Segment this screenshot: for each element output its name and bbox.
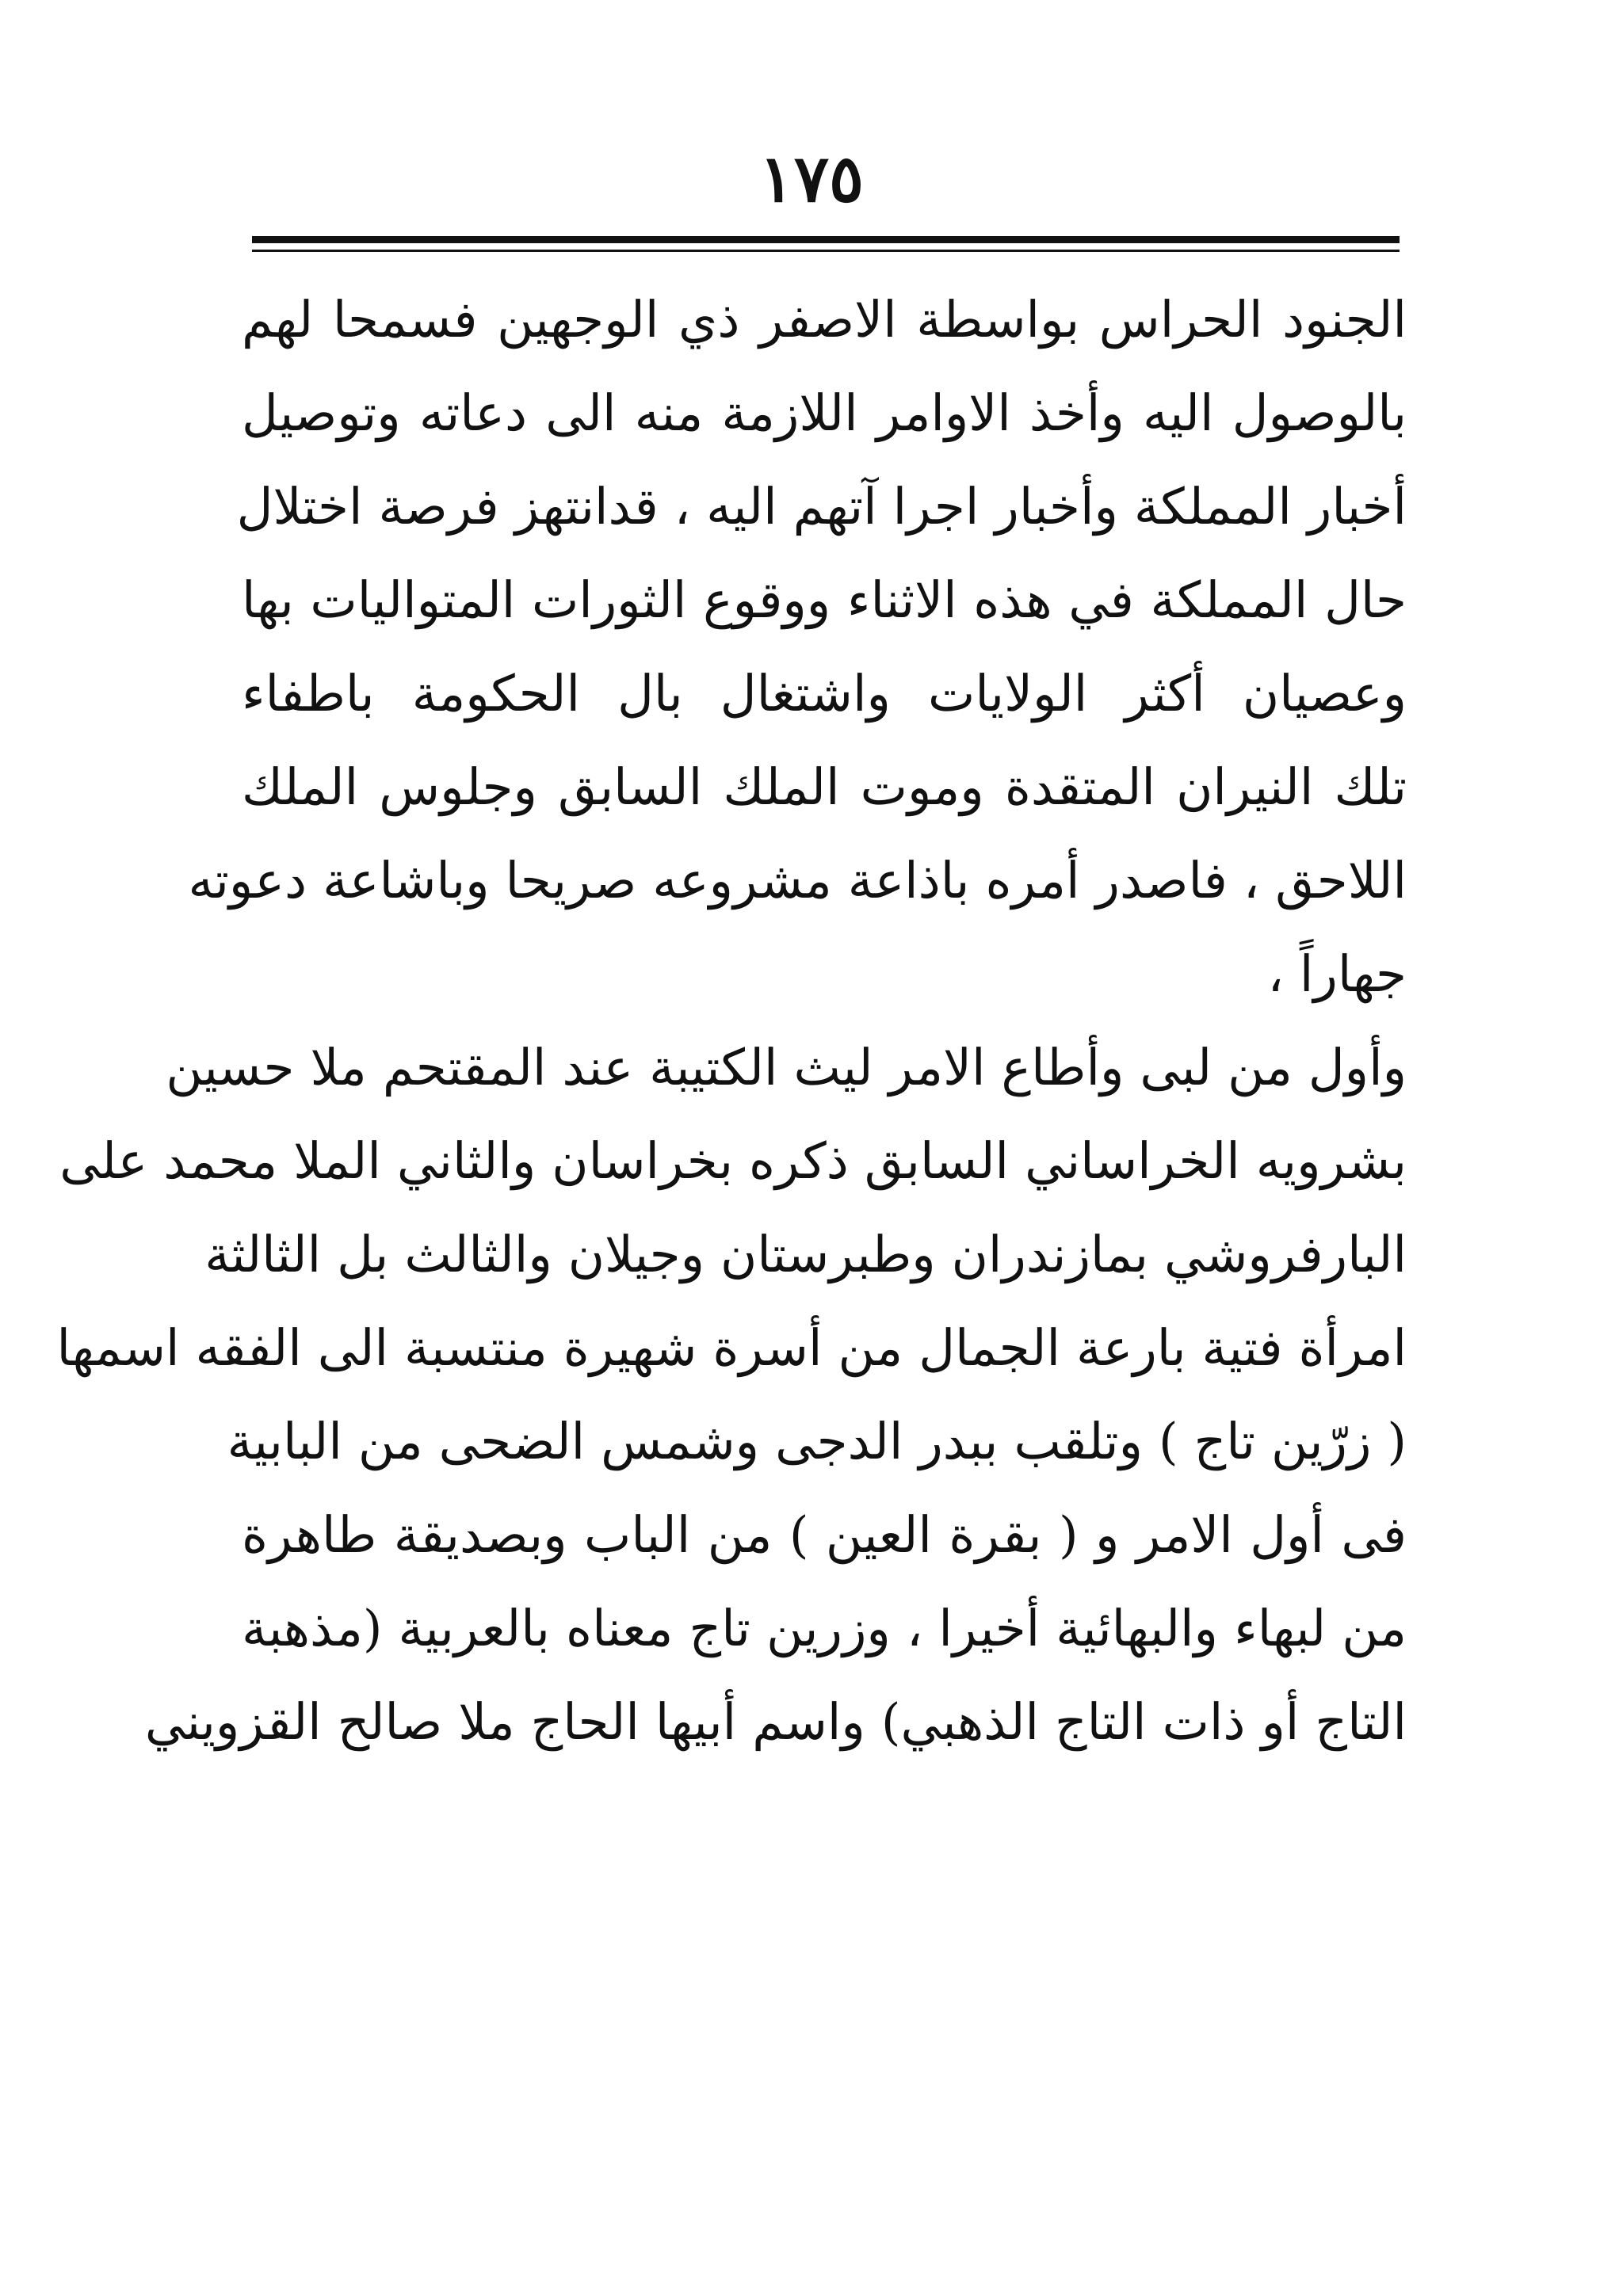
text-line: تلك النيران المتقدة وموت الملك السابق وجلوس الملك <box>242 758 1407 816</box>
text-line: اللاحق ، فاصدر أمره باذاعة مشروعه صريحا وباشاعة دعوته <box>188 852 1407 910</box>
text-line: بشرويه الخراساني السابق ذكره بخراسان والثاني الملا محمد على <box>59 1132 1407 1190</box>
header-rule-thick <box>252 236 1400 243</box>
text-line: حال المملكة في هذه الاثناء ووقوع الثورات المتواليات بها <box>242 571 1407 629</box>
header-rule-thin <box>252 250 1400 252</box>
text-line: ( زرّين تاج ) وتلقب ببدر الدجى وشمس الضحى من البابية <box>227 1413 1407 1470</box>
text-line: الجنود الحراس بواسطة الاصفر ذي الوجهين فسمحا لهم <box>242 291 1407 349</box>
text-line: فى أول الامر و ( بقرة العين ) من الباب وبصديقة طاهرة <box>242 1506 1407 1564</box>
text-line: بالوصول اليه وأخذ الاوامر اللازمة منه الى دعاته وتوصيل <box>242 384 1407 442</box>
text-line: وعصيان أكثر الولايات واشتغال بال الحكومة باطفاء <box>242 665 1407 723</box>
text-line: من لبهاء والبهائية أخيرا ، وزرين تاج معناه بالعربية (مذهبة <box>242 1600 1407 1657</box>
text-line: امرأة فتية بارعة الجمال من أسرة شهيرة منتسبة الى الفقه اسمها <box>56 1319 1407 1377</box>
body-text <box>56 273 1407 1769</box>
page-number: ١٧٥ <box>758 141 865 217</box>
text-line: البارفروشي بمازندران وطبرستان وجيلان والثالث بل الثالثة <box>204 1226 1407 1283</box>
text-line: وأول من لبى وأطاع الامر ليث الكتيبة عند المقتحم ملا حسين <box>166 1039 1407 1097</box>
text-line-paragraph-end: جهاراً ، <box>1267 945 1407 1003</box>
text-line: أخبار المملكة وأخبار اجرا آتهم اليه ، قدانتهز فرصة اختلال <box>236 478 1407 536</box>
text-line: التاج أو ذات التاج الذهبي) واسم أبيها الحاج ملا صالح القزويني <box>144 1693 1407 1751</box>
